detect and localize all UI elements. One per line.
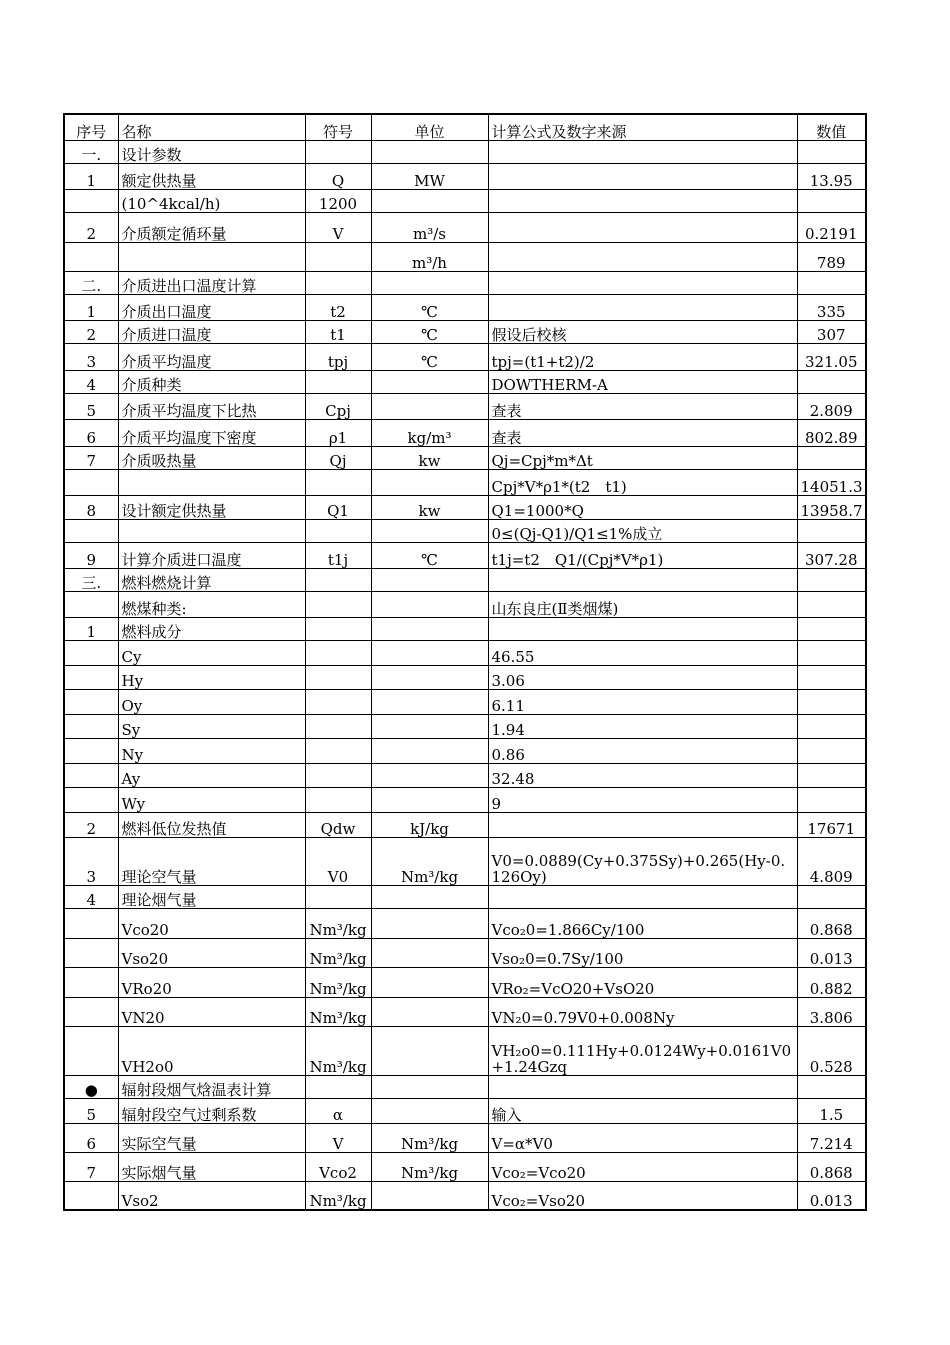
cell-value — [797, 787, 866, 812]
cell-value — [797, 1075, 866, 1098]
cell-value — [797, 568, 866, 591]
cell-name: 设计参数 — [118, 140, 305, 163]
cell-value — [797, 617, 866, 640]
cell-symbol: Cpj — [305, 393, 371, 419]
table-row — [64, 997, 866, 1026]
table-row — [64, 294, 866, 320]
table-row — [64, 689, 866, 714]
cell-unit — [371, 189, 488, 212]
cell-index: 9 — [64, 542, 118, 568]
cell-formula: 46.55 — [488, 640, 797, 665]
cell-value — [797, 189, 866, 212]
cell-formula — [488, 294, 797, 320]
cell-symbol — [305, 591, 371, 617]
cell-symbol: Nm³/kg — [305, 908, 371, 938]
cell-value — [797, 591, 866, 617]
cell-symbol: Nm³/kg — [305, 1026, 371, 1075]
header-value: 数值 — [797, 114, 866, 140]
cell-value: 13.95 — [797, 163, 866, 189]
header-formula: 计算公式及数字来源 — [488, 114, 797, 140]
cell-value: 0.2191 — [797, 212, 866, 242]
cell-symbol: tpj — [305, 343, 371, 370]
table-row — [64, 242, 866, 271]
cell-formula — [488, 189, 797, 212]
cell-index — [64, 665, 118, 689]
cell-name: Vso20 — [118, 938, 305, 967]
table-row — [64, 1026, 866, 1075]
cell-formula: 1.94 — [488, 714, 797, 738]
cell-index — [64, 689, 118, 714]
cell-formula — [488, 1075, 797, 1098]
cell-symbol: 1200 — [305, 189, 371, 212]
cell-symbol: ρ1 — [305, 419, 371, 446]
cell-index — [64, 908, 118, 938]
cell-symbol: Nm³/kg — [305, 938, 371, 967]
cell-name: 燃料成分 — [118, 617, 305, 640]
header-index: 序号 — [64, 114, 118, 140]
table-row — [64, 419, 866, 446]
cell-name: 理论空气量 — [118, 837, 305, 885]
cell-index — [64, 787, 118, 812]
cell-index: 2 — [64, 212, 118, 242]
cell-formula — [488, 140, 797, 163]
cell-index: 6 — [64, 1123, 118, 1152]
table-row — [64, 495, 866, 519]
cell-index — [64, 1181, 118, 1210]
cell-symbol — [305, 271, 371, 294]
cell-name: 设计额定供热量 — [118, 495, 305, 519]
table-row — [64, 837, 866, 885]
cell-symbol — [305, 738, 371, 763]
cell-value — [797, 714, 866, 738]
cell-value — [797, 140, 866, 163]
cell-value: 7.214 — [797, 1123, 866, 1152]
cell-name: 介质进口温度 — [118, 320, 305, 343]
cell-symbol — [305, 469, 371, 495]
cell-unit: ℃ — [371, 542, 488, 568]
cell-name: VRo20 — [118, 967, 305, 997]
cell-formula: tpj=(t1+t2)/2 — [488, 343, 797, 370]
table-row — [64, 393, 866, 419]
cell-formula — [488, 885, 797, 908]
table-row — [64, 738, 866, 763]
cell-formula: 3.06 — [488, 665, 797, 689]
cell-index: 4 — [64, 370, 118, 393]
cell-formula: Vso₂0=0.7Sy/100 — [488, 938, 797, 967]
cell-unit — [371, 519, 488, 542]
table-row — [64, 1123, 866, 1152]
cell-formula: 输入 — [488, 1098, 797, 1123]
cell-unit — [371, 140, 488, 163]
cell-symbol: t1 — [305, 320, 371, 343]
table-row — [64, 343, 866, 370]
cell-index: 7 — [64, 1152, 118, 1181]
cell-unit: ℃ — [371, 320, 488, 343]
cell-index: 6 — [64, 419, 118, 446]
cell-unit — [371, 568, 488, 591]
cell-formula: 查表 — [488, 393, 797, 419]
cell-name — [118, 469, 305, 495]
cell-value: 307 — [797, 320, 866, 343]
cell-name: Sy — [118, 714, 305, 738]
cell-formula — [488, 812, 797, 837]
cell-index: 3 — [64, 837, 118, 885]
cell-formula — [488, 271, 797, 294]
cell-index — [64, 938, 118, 967]
cell-value: 0.013 — [797, 1181, 866, 1210]
cell-symbol — [305, 787, 371, 812]
cell-index — [64, 763, 118, 787]
cell-unit — [371, 640, 488, 665]
cell-symbol: Qj — [305, 446, 371, 469]
cell-formula: 6.11 — [488, 689, 797, 714]
cell-value: 0.868 — [797, 908, 866, 938]
table-row — [64, 370, 866, 393]
cell-index — [64, 189, 118, 212]
cell-symbol — [305, 140, 371, 163]
cell-unit: MW — [371, 163, 488, 189]
cell-value — [797, 885, 866, 908]
table-row — [64, 163, 866, 189]
cell-name: 实际空气量 — [118, 1123, 305, 1152]
cell-formula: VN₂0=0.79V0+0.008Ny — [488, 997, 797, 1026]
table-row — [64, 763, 866, 787]
cell-value: 4.809 — [797, 837, 866, 885]
table-row — [64, 1098, 866, 1123]
cell-symbol — [305, 519, 371, 542]
cell-formula: Vco₂=Vso20 — [488, 1181, 797, 1210]
cell-index: 5 — [64, 393, 118, 419]
cell-value: 0.528 — [797, 1026, 866, 1075]
cell-index — [64, 967, 118, 997]
cell-unit — [371, 938, 488, 967]
cell-name: 辐射段空气过剩系数 — [118, 1098, 305, 1123]
cell-formula: Qj=Cpj*m*Δt — [488, 446, 797, 469]
header-symbol: 符号 — [305, 114, 371, 140]
cell-name: 理论烟气量 — [118, 885, 305, 908]
table-row — [64, 189, 866, 212]
cell-formula — [488, 163, 797, 189]
table-row — [64, 568, 866, 591]
table-row — [64, 542, 866, 568]
cell-symbol — [305, 617, 371, 640]
cell-formula — [488, 212, 797, 242]
cell-name: 介质种类 — [118, 370, 305, 393]
cell-name: 辐射段烟气焓温表计算 — [118, 1075, 305, 1098]
cell-value: 1.5 — [797, 1098, 866, 1123]
cell-value — [797, 446, 866, 469]
cell-name: Ny — [118, 738, 305, 763]
cell-index — [64, 738, 118, 763]
cell-value — [797, 370, 866, 393]
cell-formula: t1j=t2 Q1/(Cpj*V*ρ1) — [488, 542, 797, 568]
cell-name: 介质吸热量 — [118, 446, 305, 469]
cell-index: 3 — [64, 343, 118, 370]
cell-formula: 32.48 — [488, 763, 797, 787]
cell-name: Vso2 — [118, 1181, 305, 1210]
cell-unit — [371, 967, 488, 997]
cell-name: (10^4kcal/h) — [118, 189, 305, 212]
cell-unit — [371, 665, 488, 689]
cell-formula — [488, 568, 797, 591]
cell-symbol — [305, 763, 371, 787]
cell-value: 321.05 — [797, 343, 866, 370]
cell-value: 307.28 — [797, 542, 866, 568]
cell-symbol — [305, 370, 371, 393]
cell-unit — [371, 997, 488, 1026]
cell-formula: 查表 — [488, 419, 797, 446]
cell-value: 2.809 — [797, 393, 866, 419]
cell-index — [64, 519, 118, 542]
cell-value — [797, 689, 866, 714]
cell-formula: 0.86 — [488, 738, 797, 763]
table-row — [64, 665, 866, 689]
cell-index: 1 — [64, 163, 118, 189]
table-row — [64, 591, 866, 617]
cell-unit — [371, 787, 488, 812]
table-row — [64, 787, 866, 812]
cell-name: 计算介质进口温度 — [118, 542, 305, 568]
cell-index: 4 — [64, 885, 118, 908]
cell-value — [797, 519, 866, 542]
cell-formula: Cpj*V*ρ1*(t2 t1) — [488, 469, 797, 495]
cell-name: 介质额定循环量 — [118, 212, 305, 242]
table-row — [64, 938, 866, 967]
cell-unit: m³/h — [371, 242, 488, 271]
cell-index: 1 — [64, 617, 118, 640]
table-body — [64, 140, 866, 1210]
cell-name: 燃料低位发热值 — [118, 812, 305, 837]
cell-name: 介质出口温度 — [118, 294, 305, 320]
cell-unit: kJ/kg — [371, 812, 488, 837]
cell-name: 介质进出口温度计算 — [118, 271, 305, 294]
cell-name — [118, 242, 305, 271]
cell-formula: DOWTHERM-A — [488, 370, 797, 393]
table-row — [64, 446, 866, 469]
cell-name: Ay — [118, 763, 305, 787]
cell-symbol: V — [305, 1123, 371, 1152]
cell-index — [64, 1026, 118, 1075]
cell-unit: kw — [371, 495, 488, 519]
cell-unit: Nm³/kg — [371, 1123, 488, 1152]
cell-unit — [371, 271, 488, 294]
cell-formula: V0=0.0889(Cy+0.375Sy)+0.265(Hy-0.126Oy) — [488, 837, 797, 885]
cell-symbol: α — [305, 1098, 371, 1123]
header-row — [64, 114, 866, 140]
cell-index — [64, 997, 118, 1026]
cell-name: Oy — [118, 689, 305, 714]
table-row — [64, 1152, 866, 1181]
cell-symbol: t1j — [305, 542, 371, 568]
cell-unit: kg/m³ — [371, 419, 488, 446]
cell-name: 实际烟气量 — [118, 1152, 305, 1181]
cell-value — [797, 271, 866, 294]
calculation-table — [63, 113, 867, 1211]
cell-value — [797, 763, 866, 787]
table-row — [64, 617, 866, 640]
cell-value: 17671 — [797, 812, 866, 837]
cell-value: 0.882 — [797, 967, 866, 997]
cell-index: 8 — [64, 495, 118, 519]
cell-index: 二. — [64, 271, 118, 294]
cell-index: 2 — [64, 320, 118, 343]
cell-unit: kw — [371, 446, 488, 469]
cell-formula: Vco₂0=1.866Cy/100 — [488, 908, 797, 938]
cell-symbol: Nm³/kg — [305, 997, 371, 1026]
cell-unit — [371, 591, 488, 617]
table-row — [64, 212, 866, 242]
table-row — [64, 271, 866, 294]
table-row — [64, 320, 866, 343]
table-row — [64, 1181, 866, 1210]
cell-symbol — [305, 665, 371, 689]
cell-symbol — [305, 640, 371, 665]
cell-value: 14051.3 — [797, 469, 866, 495]
cell-unit — [371, 617, 488, 640]
cell-unit: ℃ — [371, 343, 488, 370]
cell-name: 燃料燃烧计算 — [118, 568, 305, 591]
cell-unit — [371, 1026, 488, 1075]
cell-symbol: t2 — [305, 294, 371, 320]
cell-value — [797, 665, 866, 689]
cell-name — [118, 519, 305, 542]
table-row — [64, 967, 866, 997]
cell-index — [64, 640, 118, 665]
cell-name: Wy — [118, 787, 305, 812]
cell-index: 7 — [64, 446, 118, 469]
cell-unit — [371, 908, 488, 938]
cell-unit — [371, 763, 488, 787]
cell-index — [64, 591, 118, 617]
cell-symbol: Nm³/kg — [305, 967, 371, 997]
cell-name: Vco20 — [118, 908, 305, 938]
header-name: 名称 — [118, 114, 305, 140]
cell-symbol: V0 — [305, 837, 371, 885]
cell-symbol: Q1 — [305, 495, 371, 519]
cell-formula: VH₂o0=0.111Hy+0.0124Wy+0.0161V0+1.24Gzq — [488, 1026, 797, 1075]
cell-name: 介质平均温度 — [118, 343, 305, 370]
cell-formula: Q1=1000*Q — [488, 495, 797, 519]
cell-symbol — [305, 242, 371, 271]
cell-unit — [371, 714, 488, 738]
cell-symbol — [305, 885, 371, 908]
cell-symbol — [305, 1075, 371, 1098]
cell-symbol — [305, 714, 371, 738]
cell-value: 13958.7 — [797, 495, 866, 519]
cell-formula — [488, 617, 797, 640]
cell-formula: VRo₂=VcO20+VsO20 — [488, 967, 797, 997]
cell-index — [64, 242, 118, 271]
cell-formula — [488, 242, 797, 271]
cell-name: Cy — [118, 640, 305, 665]
cell-formula: 0≤(Qj-Q1)/Q1≤1%成立 — [488, 519, 797, 542]
cell-formula: V=α*V0 — [488, 1123, 797, 1152]
cell-symbol: Vco2 — [305, 1152, 371, 1181]
cell-unit — [371, 1181, 488, 1210]
cell-value: 335 — [797, 294, 866, 320]
table-row — [64, 1075, 866, 1098]
cell-symbol: Nm³/kg — [305, 1181, 371, 1210]
cell-formula: 山东良庄(Ⅱ类烟煤) — [488, 591, 797, 617]
table-row — [64, 812, 866, 837]
cell-unit — [371, 469, 488, 495]
cell-unit — [371, 1075, 488, 1098]
cell-index: 三. — [64, 568, 118, 591]
cell-symbol: V — [305, 212, 371, 242]
cell-name: VH2o0 — [118, 1026, 305, 1075]
table-row — [64, 885, 866, 908]
cell-symbol — [305, 568, 371, 591]
cell-index — [64, 714, 118, 738]
cell-unit: Nm³/kg — [371, 1152, 488, 1181]
cell-name: VN20 — [118, 997, 305, 1026]
cell-value — [797, 738, 866, 763]
cell-name: 燃煤种类: — [118, 591, 305, 617]
cell-name: 介质平均温度下密度 — [118, 419, 305, 446]
cell-name: Hy — [118, 665, 305, 689]
cell-unit: m³/s — [371, 212, 488, 242]
cell-index: 1 — [64, 294, 118, 320]
cell-symbol — [305, 689, 371, 714]
cell-unit — [371, 689, 488, 714]
cell-index: 一. — [64, 140, 118, 163]
cell-value: 3.806 — [797, 997, 866, 1026]
cell-symbol: Q — [305, 163, 371, 189]
cell-unit — [371, 885, 488, 908]
table-row — [64, 640, 866, 665]
table-row — [64, 519, 866, 542]
cell-value: 0.868 — [797, 1152, 866, 1181]
cell-name: 额定供热量 — [118, 163, 305, 189]
cell-unit: Nm³/kg — [371, 837, 488, 885]
table-row — [64, 140, 866, 163]
cell-name: 介质平均温度下比热 — [118, 393, 305, 419]
table-row — [64, 908, 866, 938]
cell-formula: 假设后校核 — [488, 320, 797, 343]
cell-index: 5 — [64, 1098, 118, 1123]
cell-value — [797, 640, 866, 665]
cell-unit — [371, 393, 488, 419]
cell-symbol: Qdw — [305, 812, 371, 837]
cell-index: 2 — [64, 812, 118, 837]
table-row — [64, 469, 866, 495]
cell-index: ● — [64, 1075, 118, 1098]
cell-formula: Vco₂=Vco20 — [488, 1152, 797, 1181]
cell-formula: 9 — [488, 787, 797, 812]
cell-value: 0.013 — [797, 938, 866, 967]
table-row — [64, 714, 866, 738]
cell-unit: ℃ — [371, 294, 488, 320]
cell-index — [64, 469, 118, 495]
header-unit: 单位 — [371, 114, 488, 140]
cell-unit — [371, 370, 488, 393]
cell-value: 789 — [797, 242, 866, 271]
cell-value: 802.89 — [797, 419, 866, 446]
cell-unit — [371, 738, 488, 763]
cell-unit — [371, 1098, 488, 1123]
